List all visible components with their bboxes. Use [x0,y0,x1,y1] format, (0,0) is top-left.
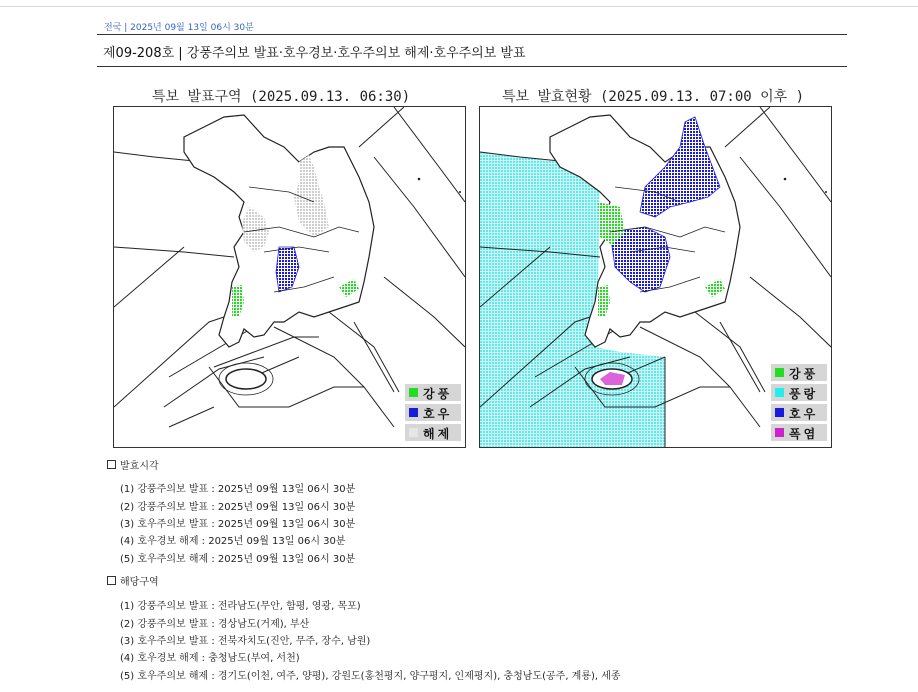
bulletin-meta: 전국 | 2025년 09월 13일 06시 30분 [104,23,254,33]
issue-time-line: (3) 호우주의보 발표 : 2025년 09월 13일 06시 30분 [120,519,356,530]
legend-label: 폭염 [789,427,819,441]
issue-time-line: (2) 강풍주의보 발표 : 2025년 09월 13일 06시 30분 [120,502,356,513]
legend-effective [771,364,827,444]
section-heading: 해당구역 [120,577,159,588]
section-areas [107,573,159,588]
legend-label: 호우 [789,407,819,421]
legend-label: 강풍 [789,367,819,381]
legend-label: 강풍 [423,387,453,401]
heavy-rain-swatch [775,408,784,417]
legend-label: 호우 [423,407,453,421]
map-issued-areas [113,106,466,448]
checkbox-icon [107,460,116,469]
map-title-issued: 특보 발표구역 (2025.09.13. 06:30) [152,89,411,105]
heat-wave-swatch [775,428,784,437]
area-line: (4) 호우경보 해제 : 충청남도(부여, 서천) [120,653,300,664]
map-title-effective: 특보 발효현황 (2025.09.13. 07:00 이후 ) [502,89,805,105]
legend-item-heavy-rain [405,404,461,421]
area-line: (3) 호우주의보 발표 : 전북자치도(진안, 무주, 장수, 남원) [120,636,371,647]
gale-swatch [409,388,418,397]
legend-label: 풍랑 [789,387,819,401]
legend-item-heavy-rain [771,404,827,421]
high-seas-swatch [775,388,784,397]
header-rule-bottom [97,66,847,67]
legend-issued [405,384,461,444]
legend-item-gale [405,384,461,401]
map-effective-status [479,106,832,448]
legend-item-high-seas [771,384,827,401]
area-line: (5) 호우주의보 해제 : 경기도(이천, 여주, 양평), 강원도(홍천평지, 양구평지, 인제평지), 충청남도(공주, 계룡), 세종 [120,671,621,682]
legend-item-gale [771,364,827,381]
issue-time-line: (4) 호우경보 해제 : 2025년 09월 13일 06시 30분 [120,536,346,547]
area-line: (1) 강풍주의보 발표 : 전라남도(무안, 함평, 영광, 목포) [120,601,361,612]
checkbox-icon [107,576,116,585]
heavy-rain-swatch [409,408,418,417]
top-divider [0,6,918,7]
issue-time-line: (1) 강풍주의보 발표 : 2025년 09월 13일 06시 30분 [120,484,356,495]
section-heading: 발효시각 [120,461,159,472]
gale-swatch [775,368,784,377]
legend-item-lifted [405,424,461,441]
legend-item-heat-wave [771,424,827,441]
lifted-swatch [409,428,418,437]
bulletin-title: 제09-208호 | 강풍주의보 발표·호우경보·호우주의보 해제·호우주의보 발표 [103,46,526,61]
header-rule-top [97,34,847,35]
issue-time-line: (5) 호우주의보 해제 : 2025년 09월 13일 06시 30분 [120,554,356,565]
legend-label: 해제 [423,427,453,441]
area-line: (2) 강풍주의보 발표 : 경상남도(거제), 부산 [120,619,310,630]
section-issue-time [107,457,159,472]
